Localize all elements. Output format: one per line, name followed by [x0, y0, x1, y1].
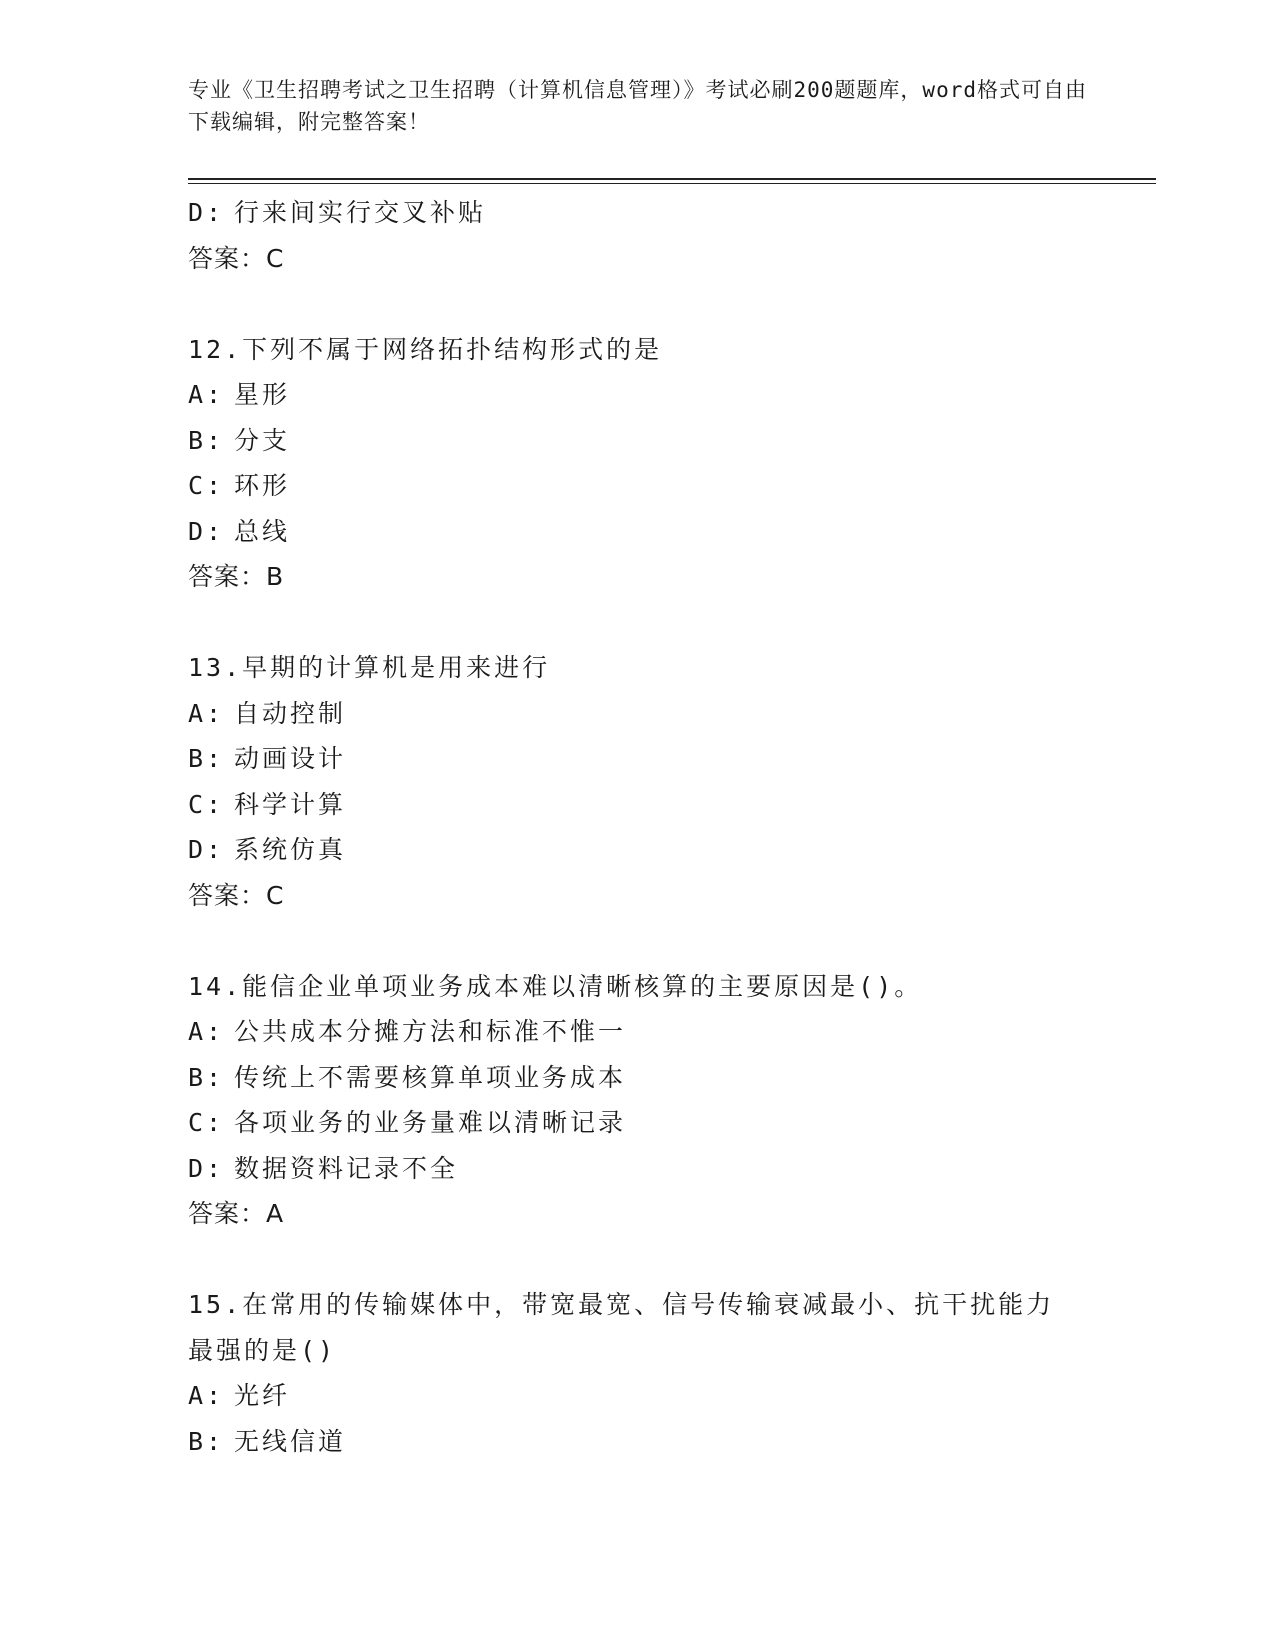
option-label: A: [188, 380, 225, 409]
spacer [188, 281, 1088, 327]
spacer [188, 1237, 1088, 1283]
option-label: C: [188, 1108, 225, 1137]
question-13-text: 13.早期的计算机是用来进行 [188, 653, 551, 682]
option-text: 动画设计 [234, 744, 347, 773]
option-text: 各项业务的业务量难以清晰记录 [234, 1108, 627, 1137]
option-label: D: [188, 835, 225, 864]
option-a [188, 1373, 1088, 1419]
option-label: C: [188, 789, 225, 819]
spacer [188, 600, 1088, 646]
option-text: 分支 [234, 425, 291, 455]
option-c [188, 463, 1088, 509]
answer-line: 答案：B [188, 562, 285, 591]
question-14-text: 14.能信企业单项业务成本难以清晰核算的主要原因是()。 [188, 971, 923, 1001]
option-text: 无线信道 [234, 1426, 347, 1456]
option-c [188, 1100, 1088, 1146]
option-text: 行来间实行交叉补贴 [234, 198, 487, 227]
document-header: 专业《卫生招聘考试之卫生招聘（计算机信息管理）》考试必刷200题题库，word格式可自由下载编辑，附完整答案！ [188, 78, 1087, 134]
option-b [188, 736, 1088, 782]
option-c [188, 782, 1088, 828]
option-label: B: [188, 1426, 225, 1456]
option-label: C: [188, 471, 225, 500]
option-label: D: [188, 1153, 225, 1183]
option-a [188, 691, 1088, 737]
question-15-text-line2: 最强的是() [188, 1335, 337, 1365]
option-b [188, 1419, 1088, 1465]
question-12-text: 12.下列不属于网络拓扑结构形式的是 [188, 334, 663, 364]
option-text: 系统仿真 [234, 835, 347, 864]
option-text: 环形 [234, 471, 291, 500]
header-divider-thick [188, 178, 1156, 180]
option-label: B: [188, 1062, 225, 1092]
spacer [188, 918, 1088, 964]
answer-line: 答案：C [188, 880, 285, 910]
option-b [188, 418, 1088, 464]
option-label: A: [188, 1381, 225, 1410]
option-d [188, 827, 1088, 873]
answer-line: 答案：A [188, 1199, 285, 1228]
option-label: D: [188, 516, 225, 546]
option-label: A: [188, 698, 225, 728]
answer-line: 答案：C [188, 243, 285, 273]
option-text: 星形 [234, 380, 291, 409]
option-d [188, 190, 1088, 236]
option-text: 数据资料记录不全 [234, 1153, 459, 1183]
question-list [188, 190, 1088, 1464]
option-label: A: [188, 1017, 225, 1046]
option-text: 光纤 [234, 1381, 291, 1410]
header-divider-thin [188, 183, 1156, 184]
option-d [188, 1146, 1088, 1192]
question-15-text-line1: 15.在常用的传输媒体中，带宽最宽、信号传输衰减最小、抗干扰能力 [188, 1290, 1055, 1319]
option-text: 科学计算 [234, 789, 347, 819]
option-text: 传统上不需要核算单项业务成本 [234, 1062, 627, 1092]
option-b [188, 1055, 1088, 1101]
option-label: B: [188, 744, 225, 773]
option-text: 自动控制 [234, 698, 347, 728]
option-label: D: [188, 198, 225, 227]
option-d [188, 509, 1088, 555]
option-text: 总线 [234, 516, 291, 546]
option-a [188, 372, 1088, 418]
option-text: 公共成本分摊方法和标准不惟一 [234, 1017, 627, 1046]
option-a [188, 1009, 1088, 1055]
option-label: B: [188, 425, 225, 455]
